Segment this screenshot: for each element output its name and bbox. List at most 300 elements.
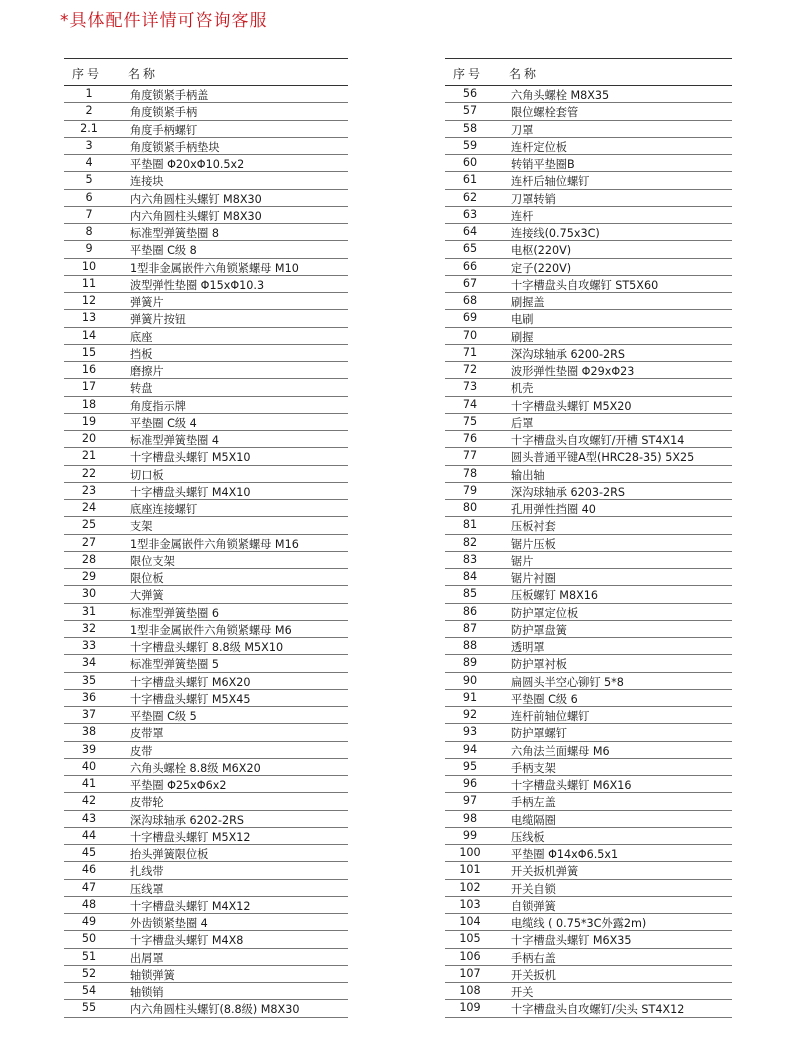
part-name: 转销平垫圈B	[511, 158, 575, 171]
part-number: 31	[81, 604, 97, 618]
part-name: 开关扳机弹簧	[511, 865, 579, 879]
part-number: 70	[462, 328, 478, 342]
header-no: 序号	[453, 67, 484, 81]
table-row	[64, 500, 348, 517]
table-row	[64, 293, 348, 310]
part-number: 29	[81, 570, 97, 583]
table-row	[64, 845, 348, 862]
table-row	[445, 793, 732, 810]
part-number: 7	[85, 207, 93, 221]
part-number: 27	[81, 535, 97, 549]
part-name: 锯片压板	[511, 537, 556, 551]
part-name: 手柄左盖	[511, 796, 556, 810]
header-no: 序号	[72, 67, 103, 81]
part-number: 62	[462, 190, 478, 204]
table-row	[64, 655, 348, 672]
table-row	[64, 172, 348, 189]
part-name: 连接线(0.75x3C)	[511, 227, 600, 240]
part-number: 96	[462, 777, 478, 790]
part-number: 35	[81, 673, 97, 687]
part-number: 80	[462, 501, 478, 514]
part-name: 平垫圈 C级 6	[511, 692, 578, 706]
table-row	[64, 793, 348, 810]
table-row	[64, 897, 348, 914]
part-number: 57	[462, 104, 478, 118]
part-number: 36	[81, 690, 97, 704]
table-row	[445, 655, 732, 672]
table-row	[445, 448, 732, 465]
table-row	[64, 742, 348, 759]
table-row	[64, 673, 348, 690]
table-row	[64, 724, 348, 741]
part-name: 挡板	[130, 347, 153, 361]
part-name: 角度指示牌	[130, 399, 186, 413]
table-row	[445, 345, 732, 362]
part-name: 标准型弹簧垫圈 6	[130, 606, 219, 620]
part-number: 92	[462, 708, 478, 721]
part-name: 开关	[511, 986, 534, 999]
table-row	[445, 293, 732, 310]
table-row	[64, 138, 348, 155]
part-name: 电刷	[511, 313, 534, 327]
table-row	[445, 517, 732, 534]
part-number: 9	[85, 242, 93, 256]
table-row	[64, 914, 348, 931]
part-name: 手柄右盖	[511, 951, 556, 965]
table-row	[64, 379, 348, 396]
part-name: 十字槽盘头螺钉 M5X10	[130, 451, 251, 465]
part-number: 74	[462, 397, 478, 411]
part-name: 十字槽盘头自攻螺钉/开槽 ST4X14	[511, 434, 685, 447]
part-number: 93	[462, 725, 478, 739]
part-name: 限位支架	[130, 554, 175, 568]
part-number: 52	[81, 966, 97, 980]
part-number: 83	[462, 552, 478, 566]
part-number: 8	[85, 225, 93, 238]
part-number: 99	[462, 828, 478, 842]
table-row	[64, 397, 348, 414]
table-row	[445, 414, 732, 431]
table-row	[445, 828, 732, 845]
part-name: 外齿锁紧垫圈 4	[130, 917, 208, 930]
part-name: 锯片	[511, 554, 534, 568]
table-body	[64, 86, 348, 1018]
part-name: 轴锁弹簧	[130, 968, 175, 982]
part-name: 平垫圈 Φ14xΦ6.5x1	[511, 848, 619, 861]
table-row	[445, 914, 732, 931]
part-number: 72	[462, 363, 478, 376]
table-row	[445, 811, 732, 828]
part-number: 44	[81, 828, 97, 842]
part-name: 六角法兰面螺母 M6	[511, 744, 610, 758]
table-row	[445, 759, 732, 776]
part-name: 刀罩转销	[511, 192, 556, 206]
part-name: 内六角圆柱头螺钉 M8X30	[130, 192, 262, 206]
part-number: 10	[81, 259, 97, 273]
part-number: 86	[462, 604, 478, 618]
part-number: 98	[462, 811, 478, 825]
part-number: 88	[462, 639, 478, 652]
part-name: 磨擦片	[130, 365, 164, 378]
table-row	[64, 638, 348, 655]
part-number: 100	[459, 846, 481, 859]
table-row	[445, 949, 732, 966]
header-name: 名称	[509, 67, 540, 81]
part-number: 28	[81, 552, 97, 566]
part-name: 圆头普通平键A型(HRC28-35) 5X25	[511, 451, 695, 465]
table-row	[64, 448, 348, 465]
table-row	[64, 552, 348, 569]
table-row	[445, 604, 732, 621]
table-row	[445, 466, 732, 483]
part-name: 自锁弹簧	[511, 899, 556, 913]
part-name: 标准型弹簧垫圈 4	[130, 434, 219, 447]
part-number: 21	[81, 449, 97, 463]
part-number: 25	[81, 518, 97, 532]
part-name: 底座	[130, 330, 153, 344]
part-number: 82	[462, 535, 478, 549]
part-number: 41	[81, 777, 97, 790]
part-name: 后罩	[511, 416, 534, 430]
part-name: 刷握	[511, 330, 534, 344]
part-name: 机壳	[511, 382, 534, 396]
part-number: 1	[85, 87, 93, 100]
table-row	[64, 811, 348, 828]
table-row	[445, 673, 732, 690]
part-name: 十字槽盘头自攻螺钉/尖头 ST4X12	[511, 1003, 685, 1017]
part-number: 20	[81, 432, 97, 445]
part-number: 107	[459, 966, 481, 980]
part-number: 89	[462, 656, 478, 670]
table-row	[64, 328, 348, 345]
part-name: 十字槽盘头螺钉 M6X20	[130, 675, 251, 689]
part-name: 内六角圆柱头螺钉(8.8级) M8X30	[130, 1003, 300, 1017]
table-row	[445, 845, 732, 862]
table-row	[445, 535, 732, 552]
part-name: 防护罩盘簧	[511, 623, 567, 637]
part-name: 十字槽盘头螺钉 M4X12	[130, 899, 251, 913]
part-number: 73	[462, 380, 478, 394]
part-name: 十字槽盘头螺钉 M4X10	[130, 485, 251, 499]
part-number: 6	[85, 190, 93, 204]
part-name: 开关自锁	[511, 882, 556, 896]
part-name: 标准型弹簧垫圈 8	[130, 227, 219, 240]
part-name: 输出轴	[511, 468, 545, 482]
table-row	[64, 259, 348, 276]
part-name: 防护罩螺钉	[511, 727, 567, 741]
notice-text: *具体配件详情可咨询客服	[60, 11, 268, 31]
part-name: 平垫圈 Φ25xΦ6x2	[130, 779, 227, 792]
part-number: 2.1	[80, 121, 98, 135]
part-number: 106	[459, 949, 481, 963]
part-number: 37	[81, 708, 97, 721]
part-name: 角度锁紧手柄	[130, 106, 198, 120]
part-name: 波型弹性垫圈 Φ15xΦ10.3	[130, 278, 265, 292]
part-number: 101	[459, 863, 481, 877]
part-name: 十字槽盘头螺钉 8.8级 M5X10	[130, 641, 284, 654]
part-number: 46	[81, 863, 97, 877]
part-number: 58	[462, 121, 478, 135]
part-number: 30	[81, 587, 97, 601]
table-row	[445, 103, 732, 120]
part-name: 1型非金属嵌件六角锁紧螺母 M16	[130, 537, 299, 551]
table-row	[64, 310, 348, 327]
table-row	[445, 190, 732, 207]
part-number: 84	[462, 570, 478, 583]
part-name: 抬头弹簧限位板	[130, 848, 209, 861]
part-name: 转盘	[130, 382, 153, 396]
part-number: 3	[85, 138, 93, 152]
table-row	[64, 86, 348, 103]
part-name: 大弹簧	[130, 589, 164, 603]
part-name: 角度手柄螺钉	[130, 123, 198, 137]
table-row	[445, 552, 732, 569]
part-number: 79	[462, 483, 478, 497]
part-name: 深沟球轴承 6200-2RS	[511, 347, 625, 361]
part-name: 平垫圈 C级 4	[130, 416, 197, 430]
table-row	[64, 241, 348, 258]
part-number: 104	[459, 915, 481, 928]
part-number: 14	[81, 328, 97, 342]
table-header	[64, 58, 348, 86]
table-row	[445, 569, 732, 586]
part-number: 24	[81, 501, 97, 514]
header-name: 名称	[128, 67, 159, 81]
part-number: 71	[462, 345, 478, 359]
part-name: 手柄支架	[511, 761, 556, 775]
part-name: 十字槽盘头自攻螺钉 ST5X60	[511, 278, 659, 292]
table-row	[64, 621, 348, 638]
part-name: 弹簧片按钮	[130, 313, 186, 327]
part-number: 91	[462, 690, 478, 704]
table-row	[64, 190, 348, 207]
part-number: 55	[81, 1001, 97, 1015]
part-name: 标准型弹簧垫圈 5	[130, 658, 219, 672]
table-row	[64, 414, 348, 431]
part-name: 扎线带	[130, 865, 164, 879]
part-number: 78	[462, 466, 478, 480]
part-number: 64	[462, 225, 478, 238]
part-number: 60	[462, 156, 478, 169]
table-row	[445, 207, 732, 224]
part-name: 压板衬套	[511, 520, 556, 534]
table-row	[64, 466, 348, 483]
table-row	[64, 276, 348, 293]
part-number: 56	[462, 87, 478, 100]
table-row	[64, 224, 348, 241]
table-row	[445, 776, 732, 793]
part-name: 深沟球轴承 6202-2RS	[130, 813, 244, 827]
part-number: 34	[81, 656, 97, 670]
table-row	[64, 759, 348, 776]
part-name: 六角头螺栓 8.8级 M6X20	[130, 761, 261, 775]
part-number: 81	[462, 518, 478, 532]
part-number: 67	[462, 276, 478, 290]
table-row	[64, 828, 348, 845]
table-row	[445, 138, 732, 155]
part-number: 22	[81, 466, 97, 480]
part-name: 连接块	[130, 175, 164, 189]
part-number: 38	[81, 725, 97, 739]
part-number: 94	[462, 742, 478, 756]
part-name: 平垫圈 C级 5	[130, 710, 197, 723]
part-number: 33	[81, 639, 97, 652]
part-number: 75	[462, 414, 478, 428]
table-row	[445, 362, 732, 379]
part-name: 十字槽盘头螺钉 M5X12	[130, 830, 251, 844]
part-name: 底座连接螺钉	[130, 503, 198, 516]
table-row	[445, 621, 732, 638]
part-number: 102	[459, 880, 481, 894]
table-row	[64, 931, 348, 948]
part-number: 13	[81, 311, 97, 325]
part-number: 87	[462, 621, 478, 635]
table-row	[445, 310, 732, 327]
table-row	[64, 431, 348, 448]
part-name: 十字槽盘头螺钉 M6X35	[511, 934, 632, 948]
table-row	[445, 276, 732, 293]
part-name: 角度锁紧手柄盖	[130, 89, 209, 102]
part-name: 透明罩	[511, 641, 545, 654]
part-number: 90	[462, 673, 478, 687]
table-row	[445, 690, 732, 707]
part-number: 65	[462, 242, 478, 256]
part-number: 49	[81, 915, 97, 928]
table-row	[64, 983, 348, 1000]
part-name: 刷握盖	[511, 296, 545, 309]
table-row	[445, 483, 732, 500]
table-row	[445, 931, 732, 948]
part-number: 105	[459, 932, 481, 946]
part-name: 防护罩定位板	[511, 606, 579, 620]
table-row	[64, 121, 348, 138]
table-row	[445, 1000, 732, 1017]
part-name: 限位板	[130, 572, 164, 585]
table-row	[64, 586, 348, 603]
part-number: 5	[85, 173, 93, 187]
part-name: 压线罩	[130, 882, 164, 896]
part-name: 扁圆头半空心铆钉 5*8	[511, 675, 624, 689]
part-name: 压板螺钉 M8X16	[511, 589, 598, 603]
part-number: 69	[462, 311, 478, 325]
part-number: 66	[462, 259, 478, 273]
part-number: 59	[462, 138, 478, 152]
part-number: 43	[81, 811, 97, 825]
table-row	[64, 966, 348, 983]
part-number: 16	[81, 363, 97, 376]
table-row	[445, 724, 732, 741]
table-row	[445, 707, 732, 724]
part-name: 电缆隔圈	[511, 813, 556, 827]
table-row	[64, 690, 348, 707]
part-number: 40	[81, 759, 97, 773]
part-name: 皮带	[130, 744, 153, 758]
part-name: 十字槽盘头螺钉 M4X8	[130, 934, 244, 948]
part-number: 85	[462, 587, 478, 601]
part-number: 108	[459, 984, 481, 997]
part-name: 压线板	[511, 830, 545, 844]
part-name: 防护罩衬板	[511, 658, 567, 672]
part-name: 十字槽盘头螺钉 M6X16	[511, 779, 632, 792]
table-body	[445, 86, 732, 1018]
part-number: 68	[462, 294, 478, 307]
part-name: 角度锁紧手柄垫块	[130, 140, 220, 154]
part-name: 出屑罩	[130, 951, 164, 965]
part-number: 42	[81, 794, 97, 808]
table-row	[445, 259, 732, 276]
table-row	[445, 431, 732, 448]
part-name: 波形弹性垫圈 Φ29xΦ23	[511, 365, 635, 378]
part-number: 109	[459, 1001, 481, 1015]
table-row	[64, 880, 348, 897]
part-number: 61	[462, 173, 478, 187]
part-name: 孔用弹性挡圈 40	[511, 503, 596, 516]
table-row	[445, 638, 732, 655]
part-name: 轴锁销	[130, 986, 164, 999]
part-name: 弹簧片	[130, 296, 164, 309]
table-row	[64, 776, 348, 793]
part-name: 平垫圈 C级 8	[130, 244, 197, 258]
part-number: 76	[462, 432, 478, 445]
part-name: 六角头螺栓 M8X35	[511, 89, 610, 102]
part-number: 95	[462, 759, 478, 773]
part-number: 32	[81, 621, 97, 635]
table-row	[64, 207, 348, 224]
part-number: 48	[81, 897, 97, 911]
part-number: 23	[81, 483, 97, 497]
table-row	[445, 742, 732, 759]
part-number: 11	[81, 276, 97, 290]
table-row	[64, 103, 348, 120]
table-row	[64, 949, 348, 966]
table-row	[64, 517, 348, 534]
part-name: 皮带罩	[130, 727, 164, 741]
part-name: 十字槽盘头螺钉 M5X45	[130, 692, 251, 706]
table-row	[64, 707, 348, 724]
part-name: 电缆线 ( 0.75*3C外露2m)	[511, 917, 647, 930]
part-name: 限位螺栓套管	[511, 106, 579, 120]
part-number: 103	[459, 897, 481, 911]
part-number: 51	[81, 949, 97, 963]
table-row	[445, 897, 732, 914]
table-row	[445, 379, 732, 396]
table-row	[64, 345, 348, 362]
table-row	[64, 483, 348, 500]
part-number: 50	[81, 932, 97, 946]
table-row	[445, 328, 732, 345]
part-number: 47	[81, 880, 97, 894]
part-name: 内六角圆柱头螺钉 M8X30	[130, 209, 262, 223]
part-name: 皮带轮	[130, 796, 164, 810]
table-row	[445, 241, 732, 258]
table-row	[445, 155, 732, 172]
part-name: 开关扳机	[511, 968, 556, 982]
table-row	[445, 500, 732, 517]
part-name: 连杆后轴位螺钉	[511, 175, 590, 189]
part-name: 1型非金属嵌件六角锁紧螺母 M6	[130, 623, 292, 637]
table-row	[445, 880, 732, 897]
part-name: 深沟球轴承 6203-2RS	[511, 485, 625, 499]
part-number: 39	[81, 742, 97, 756]
parts-table-left	[64, 58, 348, 1018]
part-number: 97	[462, 794, 478, 808]
parts-table-right	[445, 58, 732, 1018]
table-row	[445, 224, 732, 241]
table-row	[445, 172, 732, 189]
part-number: 18	[81, 397, 97, 411]
part-number: 17	[81, 380, 97, 394]
table-row	[64, 155, 348, 172]
